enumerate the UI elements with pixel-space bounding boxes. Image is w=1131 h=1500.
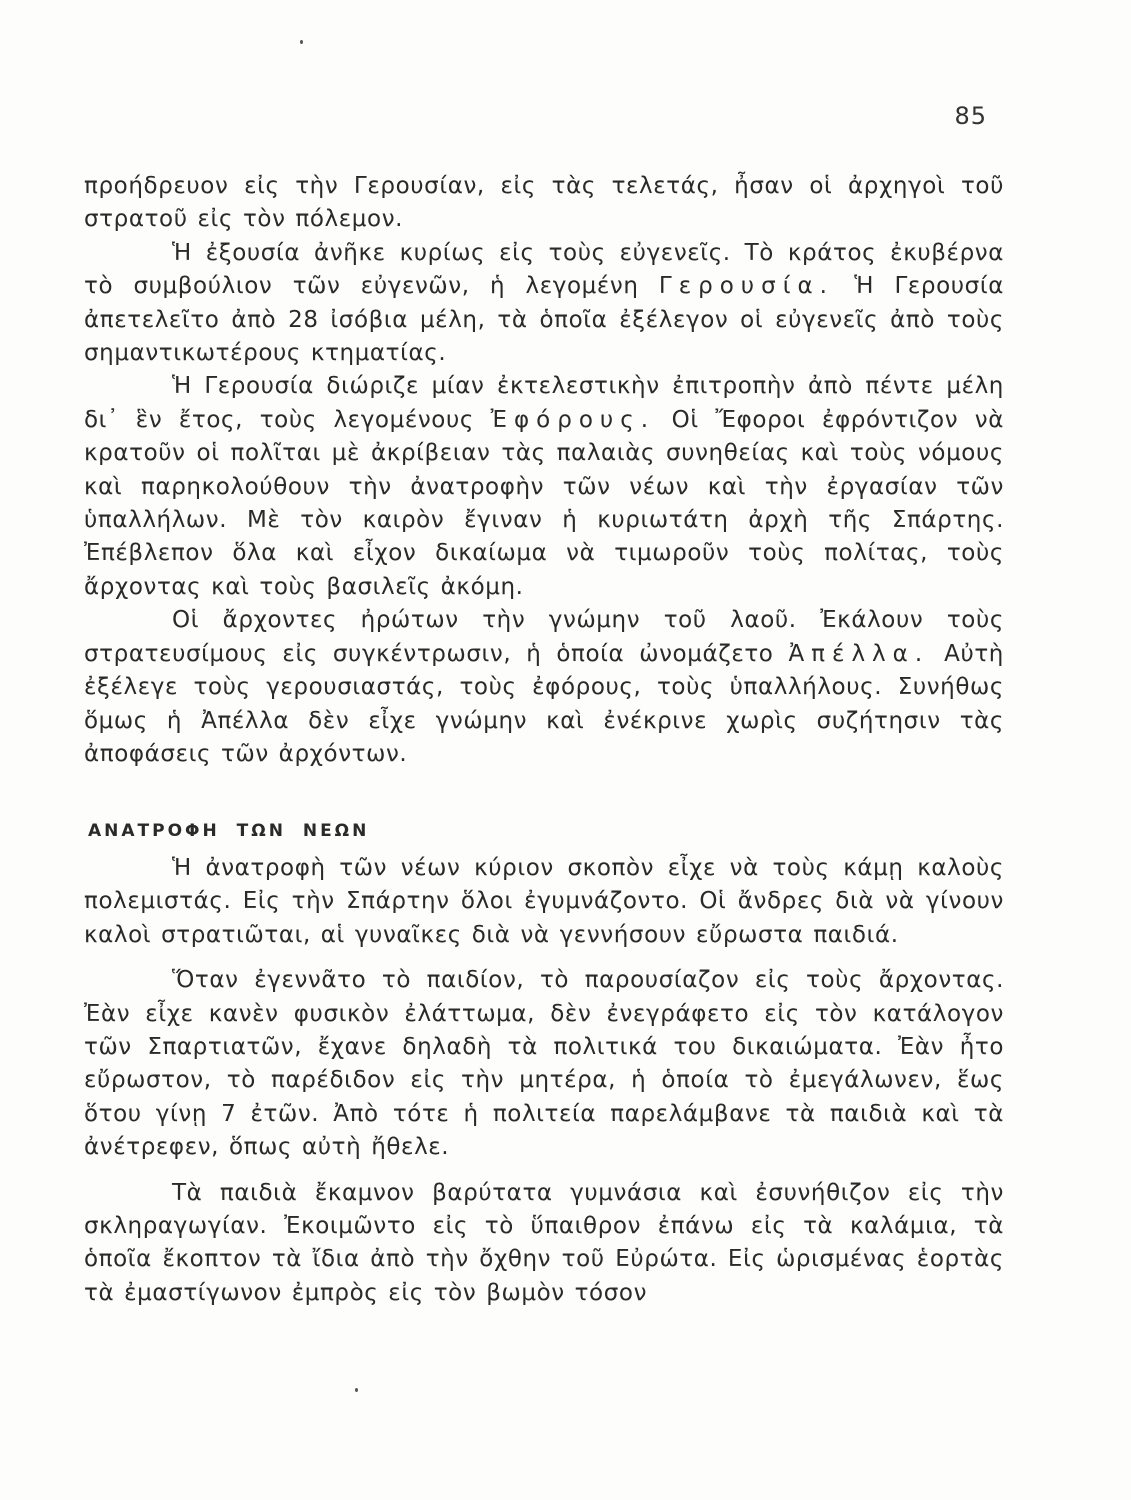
paragraph-upbringing-goal: Ἡ ἀνατροφὴ τῶν νέων κύριον σκοπὸν εἶχε νὰ τοὺς κάμῃ καλοὺς πολεμιστάς. Εἰς τὴν Σπάρτην ὅλοι ἐγυμνάζοντο. Οἱ ἄνδρες διὰ νὰ γίνουν καλοὶ στρατιῶται, αἱ γυναῖκες διὰ νὰ γεννήσουν εὔρωστα παιδιά. [84, 855, 1004, 948]
paragraph-text: Ἡ Γερουσία ἀπετελεῖτο ἀπὸ 28 ἰσόβια μέλη, τὰ ὁποῖα ἐξέλεγον οἱ εὐγενεῖς ἀπὸ τοὺς σημαντικωτέρους κτηματίας. [84, 273, 1005, 367]
term-apella: Ἀπέλλα. [788, 640, 930, 667]
paragraph-continued: προήδρευον εἰς τὴν Γερουσίαν, εἰς τὰς τελετάς, ἦσαν οἱ ἀρχηγοὶ τοῦ στρατοῦ εἰς τὸν πόλεμον. [84, 173, 1004, 233]
paragraph-training: Τὰ παιδιὰ ἔκαμνον βαρύτατα γυμνάσια καὶ ἐσυνήθιζον εἰς τὴν σκληραγωγίαν. Ἐκοιμῶντο εἰς τὸ ὕπαιθρον ἐπάνω εἰς τὰ καλάμια, τὰ ὁποῖα ἔκοπτον τὰ ἴδια ἀπὸ τὴν ὄχθην τοῦ Εὐρώτα. Εἰς ὡρισμένας ἑορτὰς τὰ ἐμαστίγωνον ἐμπρὸς εἰς τὸν βωμὸν τόσον [84, 1179, 1004, 1306]
paper-speck [300, 40, 303, 44]
paragraph-power-nobles [84, 237, 1004, 371]
paragraph-text: Οἱ ἄρχοντες ἠρώτων τὴν γνώμην τοῦ λαοῦ. Ἐκάλουν τοὺς στρατευσίμους εἰς συγκέντρωσιν, ἡ ὁποία ὠνομάζετο [84, 607, 1004, 667]
term-gerousia: Γερουσία. [658, 273, 834, 300]
paragraph-newborn: Ὅταν ἐγεννᾶτο τὸ παιδίον, τὸ παρουσίαζον εἰς τοὺς ἄρχοντας. Ἐὰν εἶχε κανὲν φυσικὸν ἐλάττωμα, δὲν ἐνεγράφετο εἰς τὸν κατάλογον τῶν Σπαρτιατῶν, ἔχανε δηλαδὴ τὰ πολιτικά του δικαιώματα. Ἐὰν ἦτο εὔρωστον, τὸ παρέδιδον εἰς τὴν μητέρα, ἡ ὁποία τὸ ἐμεγάλωνεν, ἕως ὅτου γίνῃ 7 ἐτῶν. Ἀπὸ τότε ἡ πολιτεία παρελάμβανε τὰ παιδιὰ καὶ τὰ ἀνέτρεφεν, ὅπως αὐτὴ ἤθελε. [84, 967, 1004, 1161]
paragraph-ephors [84, 370, 1004, 604]
section-text-block [84, 852, 1004, 1310]
section-heading: ΑΝΑΤΡΟΦΗ ΤΩΝ ΝΕΩΝ [88, 821, 370, 841]
paper-speck [355, 1388, 358, 1392]
paragraph-text: Ἡ Γερουσία διώριζε μίαν ἐκτελεστικὴν ἐπιτροπὴν ἀπὸ πέντε μέλη δι᾽ ἓν ἔτος, τοὺς λεγομένους [84, 373, 1004, 433]
paragraph-text: Αὐτὴ ἐξέλεγε τοὺς γερουσιαστάς, τοὺς ἐφόρους, τοὺς ὑπαλλήλους. Συνήθως ὅμως ἡ Ἀπέλλα δὲν εἶχε γνώμην καὶ ἐνέκρινε χωρὶς συζήτησιν τὰς ἀποφάσεις τῶν ἀρχόντων. [84, 640, 1004, 767]
term-ephors: Ἐφόρους. [490, 406, 656, 433]
page-number: 85 [954, 102, 987, 130]
paragraph-text: Οἱ Ἔφοροι ἐφρόντιζον νὰ κρατοῦν οἱ πολῖται μὲ ἀκρίβειαν τὰς παλαιὰς συνηθείας καὶ τοὺς νόμους καὶ παρηκολούθουν τὴν ἀνατροφὴν τῶν νέων καὶ τὴν ἐργασίαν τῶν ὑπαλλήλων. Μὲ τὸν καιρὸν ἔγιναν ἡ κυριωτάτη ἀρχὴ τῆς Σπάρτης. Ἐπέβλεπον ὅλα καὶ εἶχον δικαίωμα νὰ τιμωροῦν τοὺς πολίτας, τοὺς ἄρχοντας καὶ τοὺς βασιλεῖς ἀκόμη. [84, 406, 1004, 600]
paragraph-apella [84, 604, 1004, 771]
history-text-block [84, 170, 1004, 771]
paragraph-text: Ἡ ἐξουσία ἀνῆκε κυρίως εἰς τοὺς εὐγενεῖς. Τὸ κράτος ἐκυβέρνα τὸ συμβούλιον τῶν εὐγενῶν, ἡ λεγομένη [84, 239, 1004, 300]
